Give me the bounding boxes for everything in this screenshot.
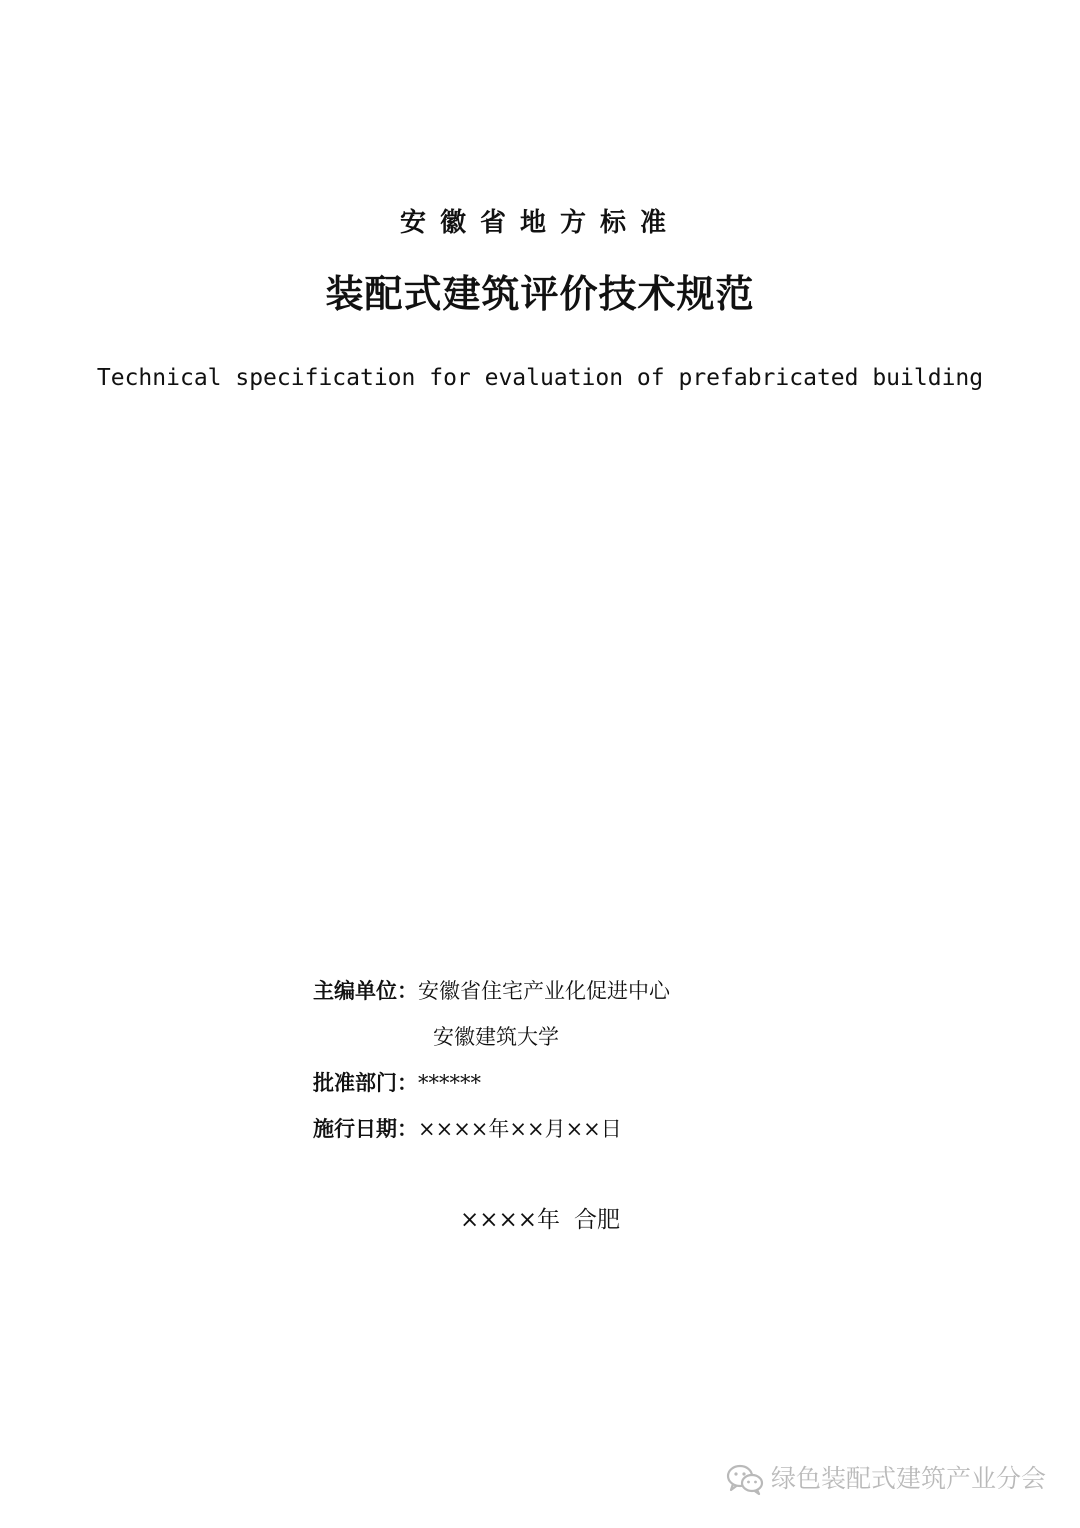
publication-year: ××××年 bbox=[459, 1207, 561, 1233]
document-title-chinese: 装配式建筑评价技术规范 bbox=[325, 272, 755, 316]
wechat-icon bbox=[725, 1463, 765, 1495]
watermark-text: 绿色装配式建筑产业分会 bbox=[770, 1464, 1046, 1493]
editor-label: 主编单位： bbox=[313, 979, 418, 1003]
editor-row bbox=[313, 968, 873, 1014]
document-info-block bbox=[313, 968, 873, 1152]
wechat-watermark bbox=[725, 1461, 1046, 1497]
editor-primary-value: 安徽省住宅产业化促进中心 bbox=[418, 979, 670, 1003]
approval-label: 批准部门： bbox=[313, 1071, 418, 1095]
effective-date-row bbox=[313, 1106, 873, 1152]
editor-secondary-value: 安徽建筑大学 bbox=[433, 1025, 559, 1049]
publication-place-line bbox=[0, 1200, 1080, 1240]
document-title-english: Technical specification for evaluation of prefabricated building bbox=[96, 365, 984, 391]
standard-type-heading: 安徽省地方标准 bbox=[399, 208, 680, 238]
approval-value: ****** bbox=[418, 1071, 481, 1095]
effective-date-label: 施行日期： bbox=[313, 1117, 418, 1141]
editor-secondary-row bbox=[313, 1014, 873, 1060]
effective-date-value: ××××年××月××日 bbox=[418, 1117, 622, 1141]
approval-row bbox=[313, 1060, 873, 1106]
publication-city: 合肥 bbox=[574, 1207, 621, 1233]
